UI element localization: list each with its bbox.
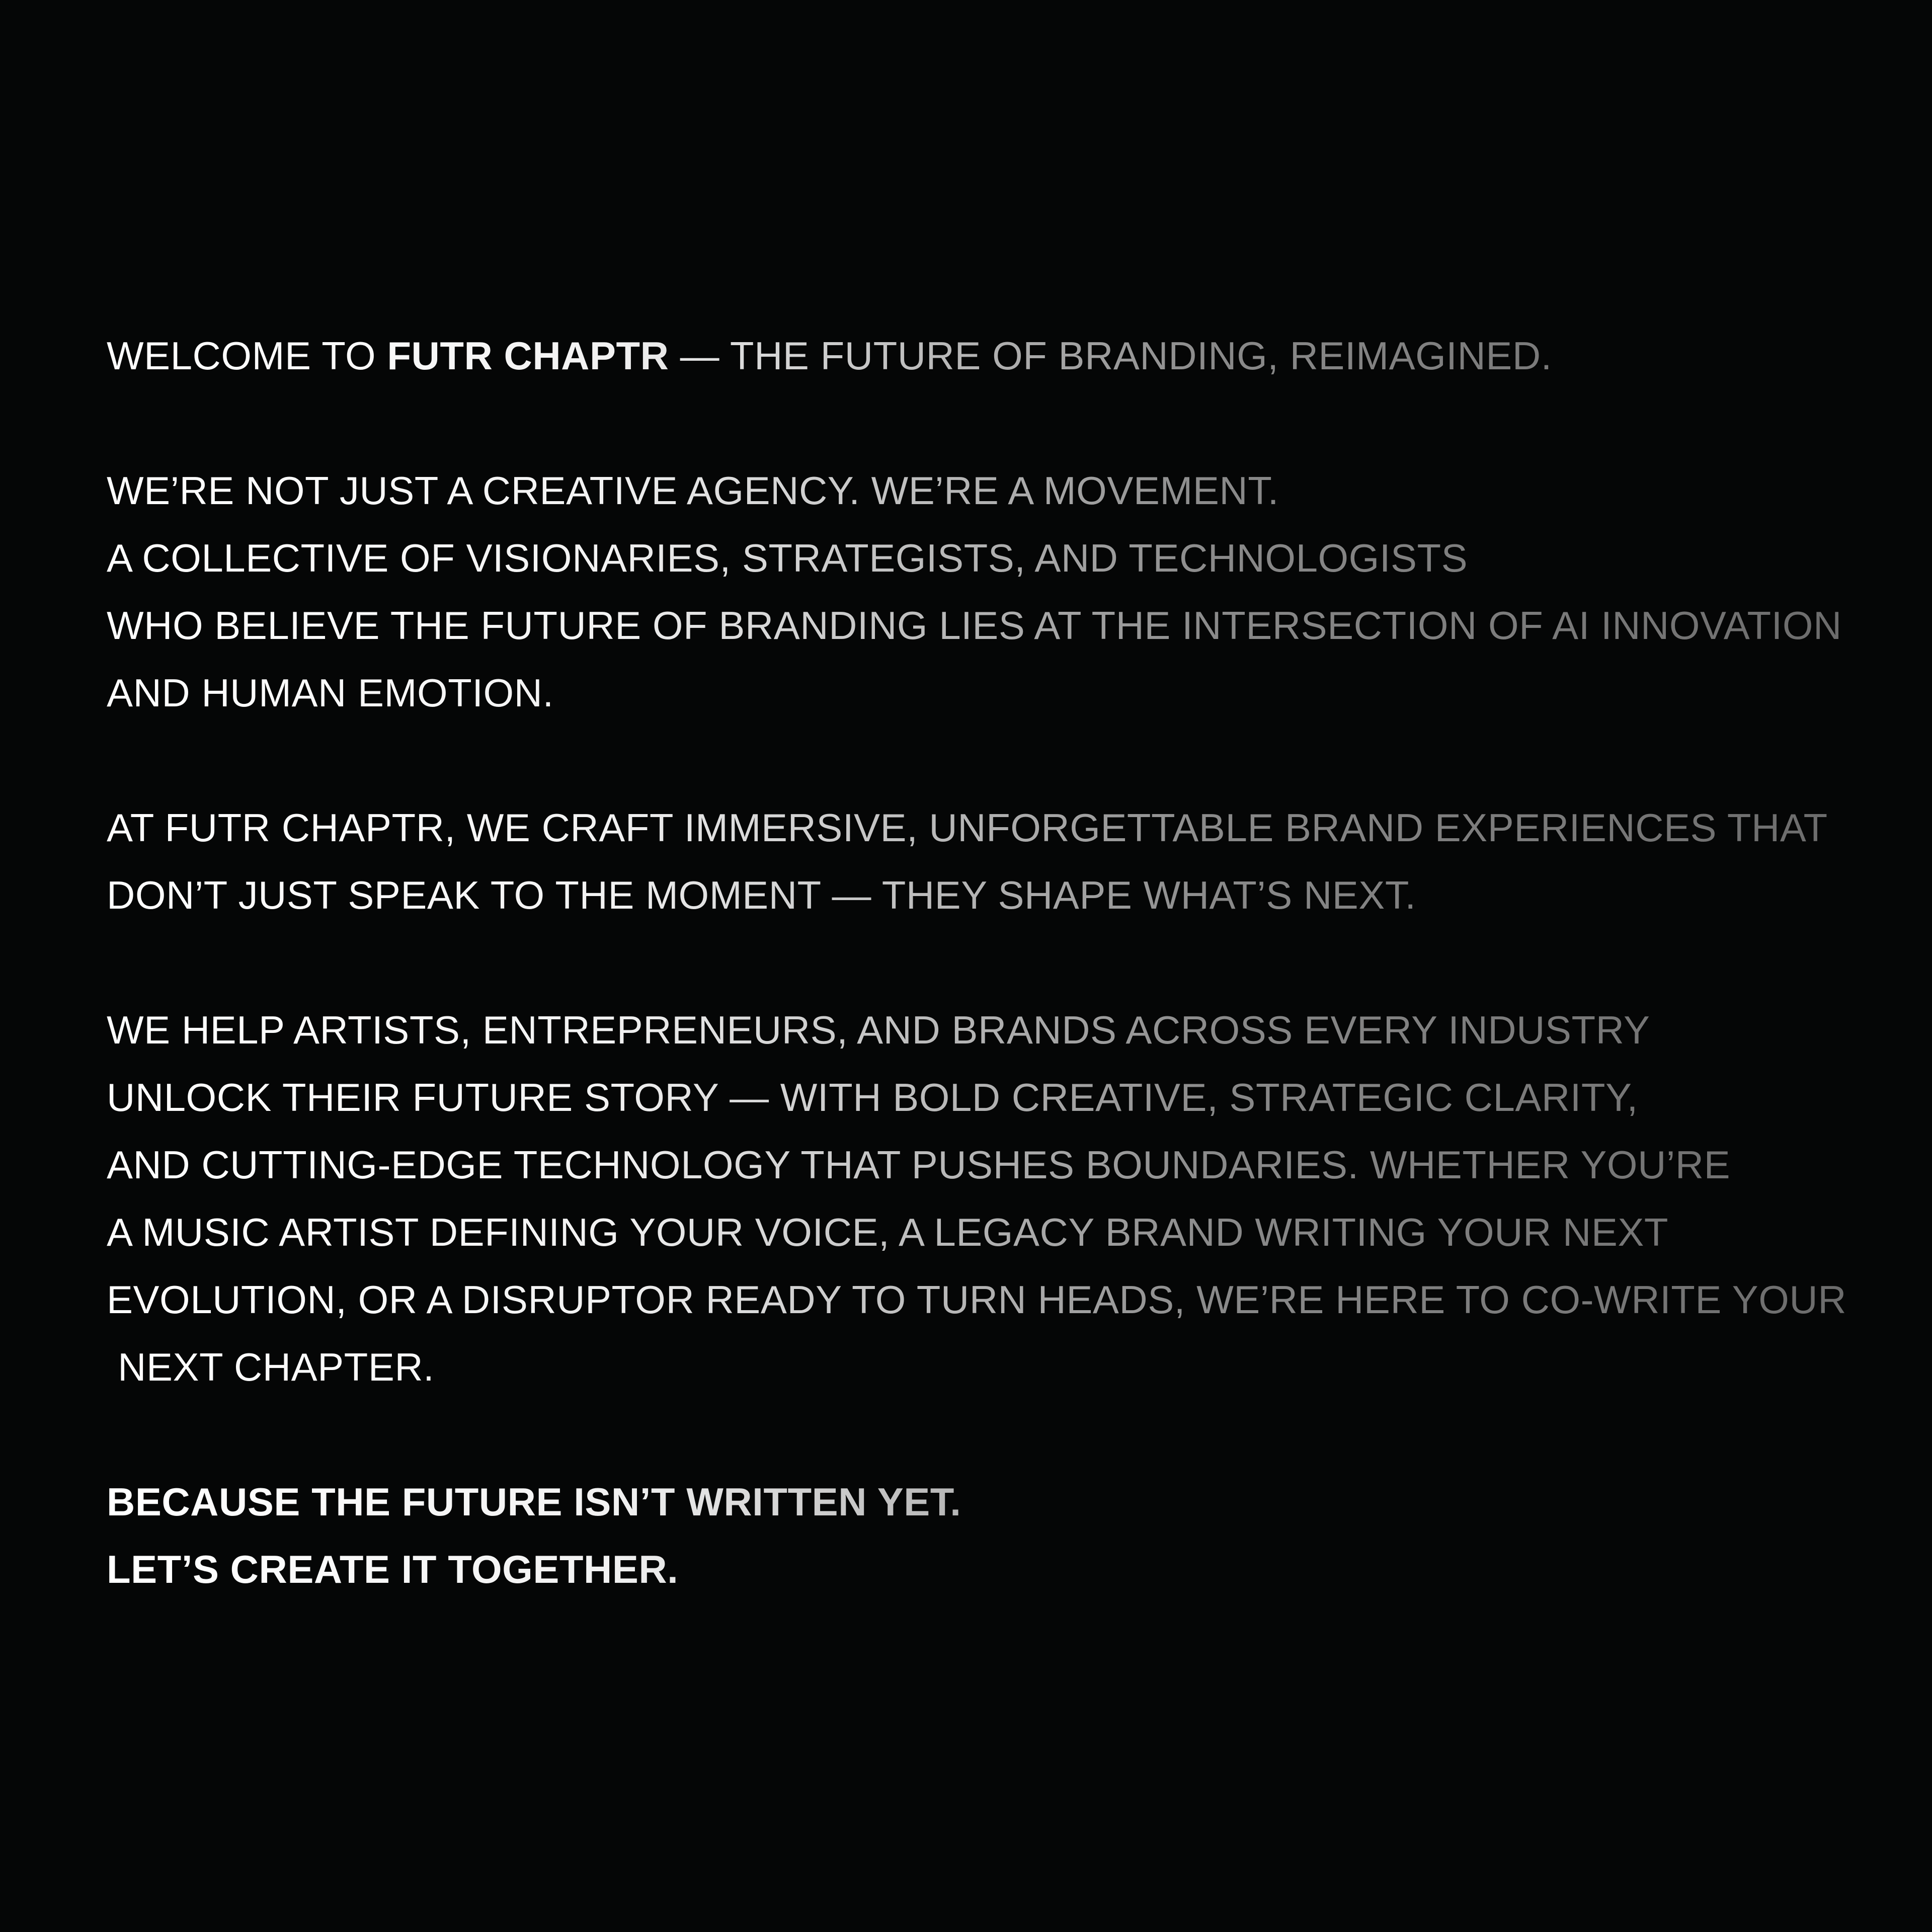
- manifesto-text: [107, 322, 1858, 1603]
- paragraph-spacer: [107, 727, 1858, 794]
- paragraph-spacer: [107, 929, 1858, 996]
- paragraph-3-line-4: A MUSIC ARTIST DEFINING YOUR VOICE, A LEGACY BRAND WRITING YOUR NEXT: [107, 1198, 1668, 1266]
- paragraph-1-line-3: WHO BELIEVE THE FUTURE OF BRANDING LIES AT THE INTERSECTION OF AI INNOVATION: [107, 592, 1842, 659]
- paragraph-3-line-5: EVOLUTION, OR A DISRUPTOR READY TO TURN HEADS, WE’RE HERE TO CO-WRITE YOUR: [107, 1266, 1846, 1333]
- paragraph-3-line-3: AND CUTTING-EDGE TECHNOLOGY THAT PUSHES BOUNDARIES. WHETHER YOU’RE: [107, 1131, 1730, 1198]
- paragraph-spacer: [107, 389, 1858, 457]
- paragraph-1-line-2: A COLLECTIVE OF VISIONARIES, STRATEGISTS, AND TECHNOLOGISTS: [107, 524, 1468, 592]
- paragraph-1-line-1: WE’RE NOT JUST A CREATIVE AGENCY. WE’RE A MOVEMENT.: [107, 457, 1279, 524]
- intro-suffix: — THE FUTURE OF BRANDING, REIMAGINED.: [669, 334, 1552, 378]
- brand-name: FUTR CHAPTR: [387, 334, 669, 378]
- paragraph-2-line-1: AT FUTR CHAPTR, WE CRAFT IMMERSIVE, UNFORGETTABLE BRAND EXPERIENCES THAT: [107, 794, 1828, 861]
- intro-line: [107, 322, 1552, 389]
- paragraph-2-line-2: DON’T JUST SPEAK TO THE MOMENT — THEY SHAPE WHAT’S NEXT.: [107, 861, 1416, 929]
- paragraph-1-line-4: AND HUMAN EMOTION.: [107, 659, 554, 727]
- paragraph-3-line-6: NEXT CHAPTER.: [107, 1333, 434, 1401]
- closing-line-2: LET’S CREATE IT TOGETHER.: [107, 1536, 678, 1603]
- closing-line-1: BECAUSE THE FUTURE ISN’T WRITTEN YET.: [107, 1468, 961, 1536]
- paragraph-spacer: [107, 1401, 1858, 1468]
- paragraph-3-line-1: WE HELP ARTISTS, ENTREPRENEURS, AND BRANDS ACROSS EVERY INDUSTRY: [107, 996, 1650, 1064]
- paragraph-3-line-2: UNLOCK THEIR FUTURE STORY — WITH BOLD CREATIVE, STRATEGIC CLARITY,: [107, 1064, 1638, 1131]
- intro-prefix: WELCOME TO: [107, 334, 387, 378]
